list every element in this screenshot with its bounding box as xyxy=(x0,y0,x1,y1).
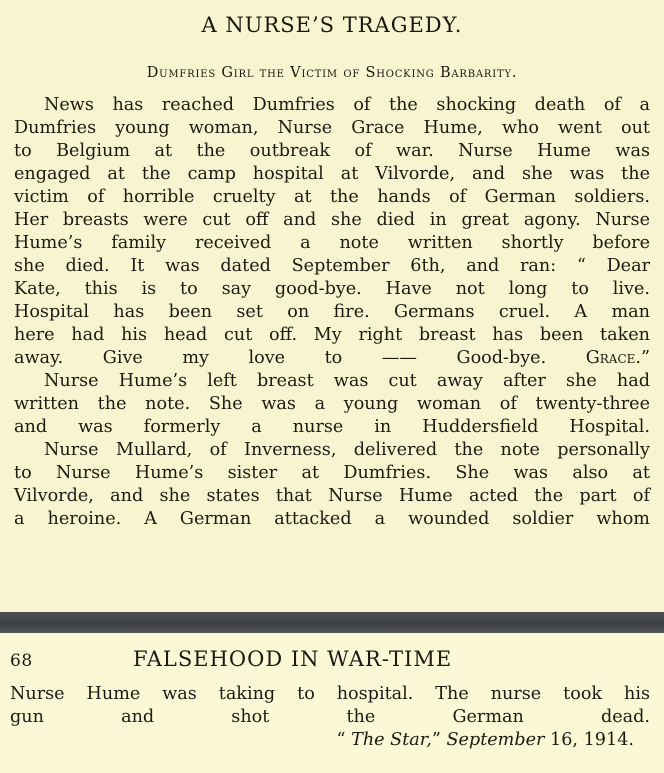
text-line: Hume’s family received a note written shortly before xyxy=(14,233,650,253)
source-close-quote: ” xyxy=(431,730,447,750)
text-line: and was formerly a nurse in Huddersfield Hospital. xyxy=(14,417,650,437)
source-title: The Star, xyxy=(351,730,432,750)
article-heading: A NURSE’S TRAGEDY. xyxy=(201,13,463,37)
page-number: 68 xyxy=(10,651,33,671)
text-line: she died. It was dated September 6th, and ran: “ Dear xyxy=(14,256,650,276)
text-line: a heroine. A German attacked a wounded soldier whom xyxy=(14,509,650,529)
paragraph-3 xyxy=(14,439,650,531)
continued-text xyxy=(10,683,650,752)
source-day-year: 16, 1914. xyxy=(544,730,634,750)
book-page xyxy=(0,633,664,773)
source-month: September xyxy=(446,730,545,750)
text-line: Dumfries young woman, Nurse Grace Hume, who went out xyxy=(14,118,650,138)
article-body xyxy=(14,94,650,531)
continued-paragraph xyxy=(10,683,650,729)
text-line: victim of horrible cruelty at the hands of German soldiers. xyxy=(14,187,650,207)
text-line: Nurse Hume was taking to hospital. The nurse took his xyxy=(10,684,650,704)
running-title: FALSEHOOD IN WAR-TIME xyxy=(133,647,453,671)
page-divider xyxy=(0,612,664,633)
paragraph-2 xyxy=(14,370,650,439)
text-line: to Belgium at the outbreak of war. Nurse Hume was xyxy=(14,141,650,161)
text-line: here had his head cut off. My right breast has been taken xyxy=(14,325,650,345)
text-line: Her breasts were cut off and she died in great agony. Nurse xyxy=(14,210,650,230)
text-fragment: away. Give my love to —— Good-bye. xyxy=(14,348,586,368)
text-line-last xyxy=(14,347,650,370)
text-line: Vilvorde, and she states that Nurse Hume acted the part of xyxy=(14,486,650,506)
text-line: gun and shot the German dead. xyxy=(10,707,650,727)
text-line: written the note. She was a young woman of twenty-three xyxy=(14,394,650,414)
text-line: News has reached Dumfries of the shocking death of a xyxy=(44,95,650,115)
text-line: to Nurse Hume’s sister at Dumfries. She was also at xyxy=(14,463,650,483)
source-open-quote: “ xyxy=(336,730,352,750)
signature: Grace. xyxy=(585,348,641,368)
article-subheading: Dumfries Girl the Victim of Shocking Barbarity. xyxy=(146,65,518,81)
text-line: Nurse Mullard, of Inverness, delivered the note personally xyxy=(44,440,650,460)
paragraph-1 xyxy=(14,94,650,370)
text-line: Hospital has been set on fire. Germans cruel. A man xyxy=(14,302,650,322)
text-line: Nurse Hume’s left breast was cut away after she had xyxy=(44,371,650,391)
text-line: Kate, this is to say good-bye. Have not long to live. xyxy=(14,279,650,299)
closing-quote: ” xyxy=(641,348,650,368)
text-line: engaged at the camp hospital at Vilvorde, and she was the xyxy=(14,164,650,184)
source-citation xyxy=(10,729,650,752)
running-head xyxy=(10,647,650,677)
